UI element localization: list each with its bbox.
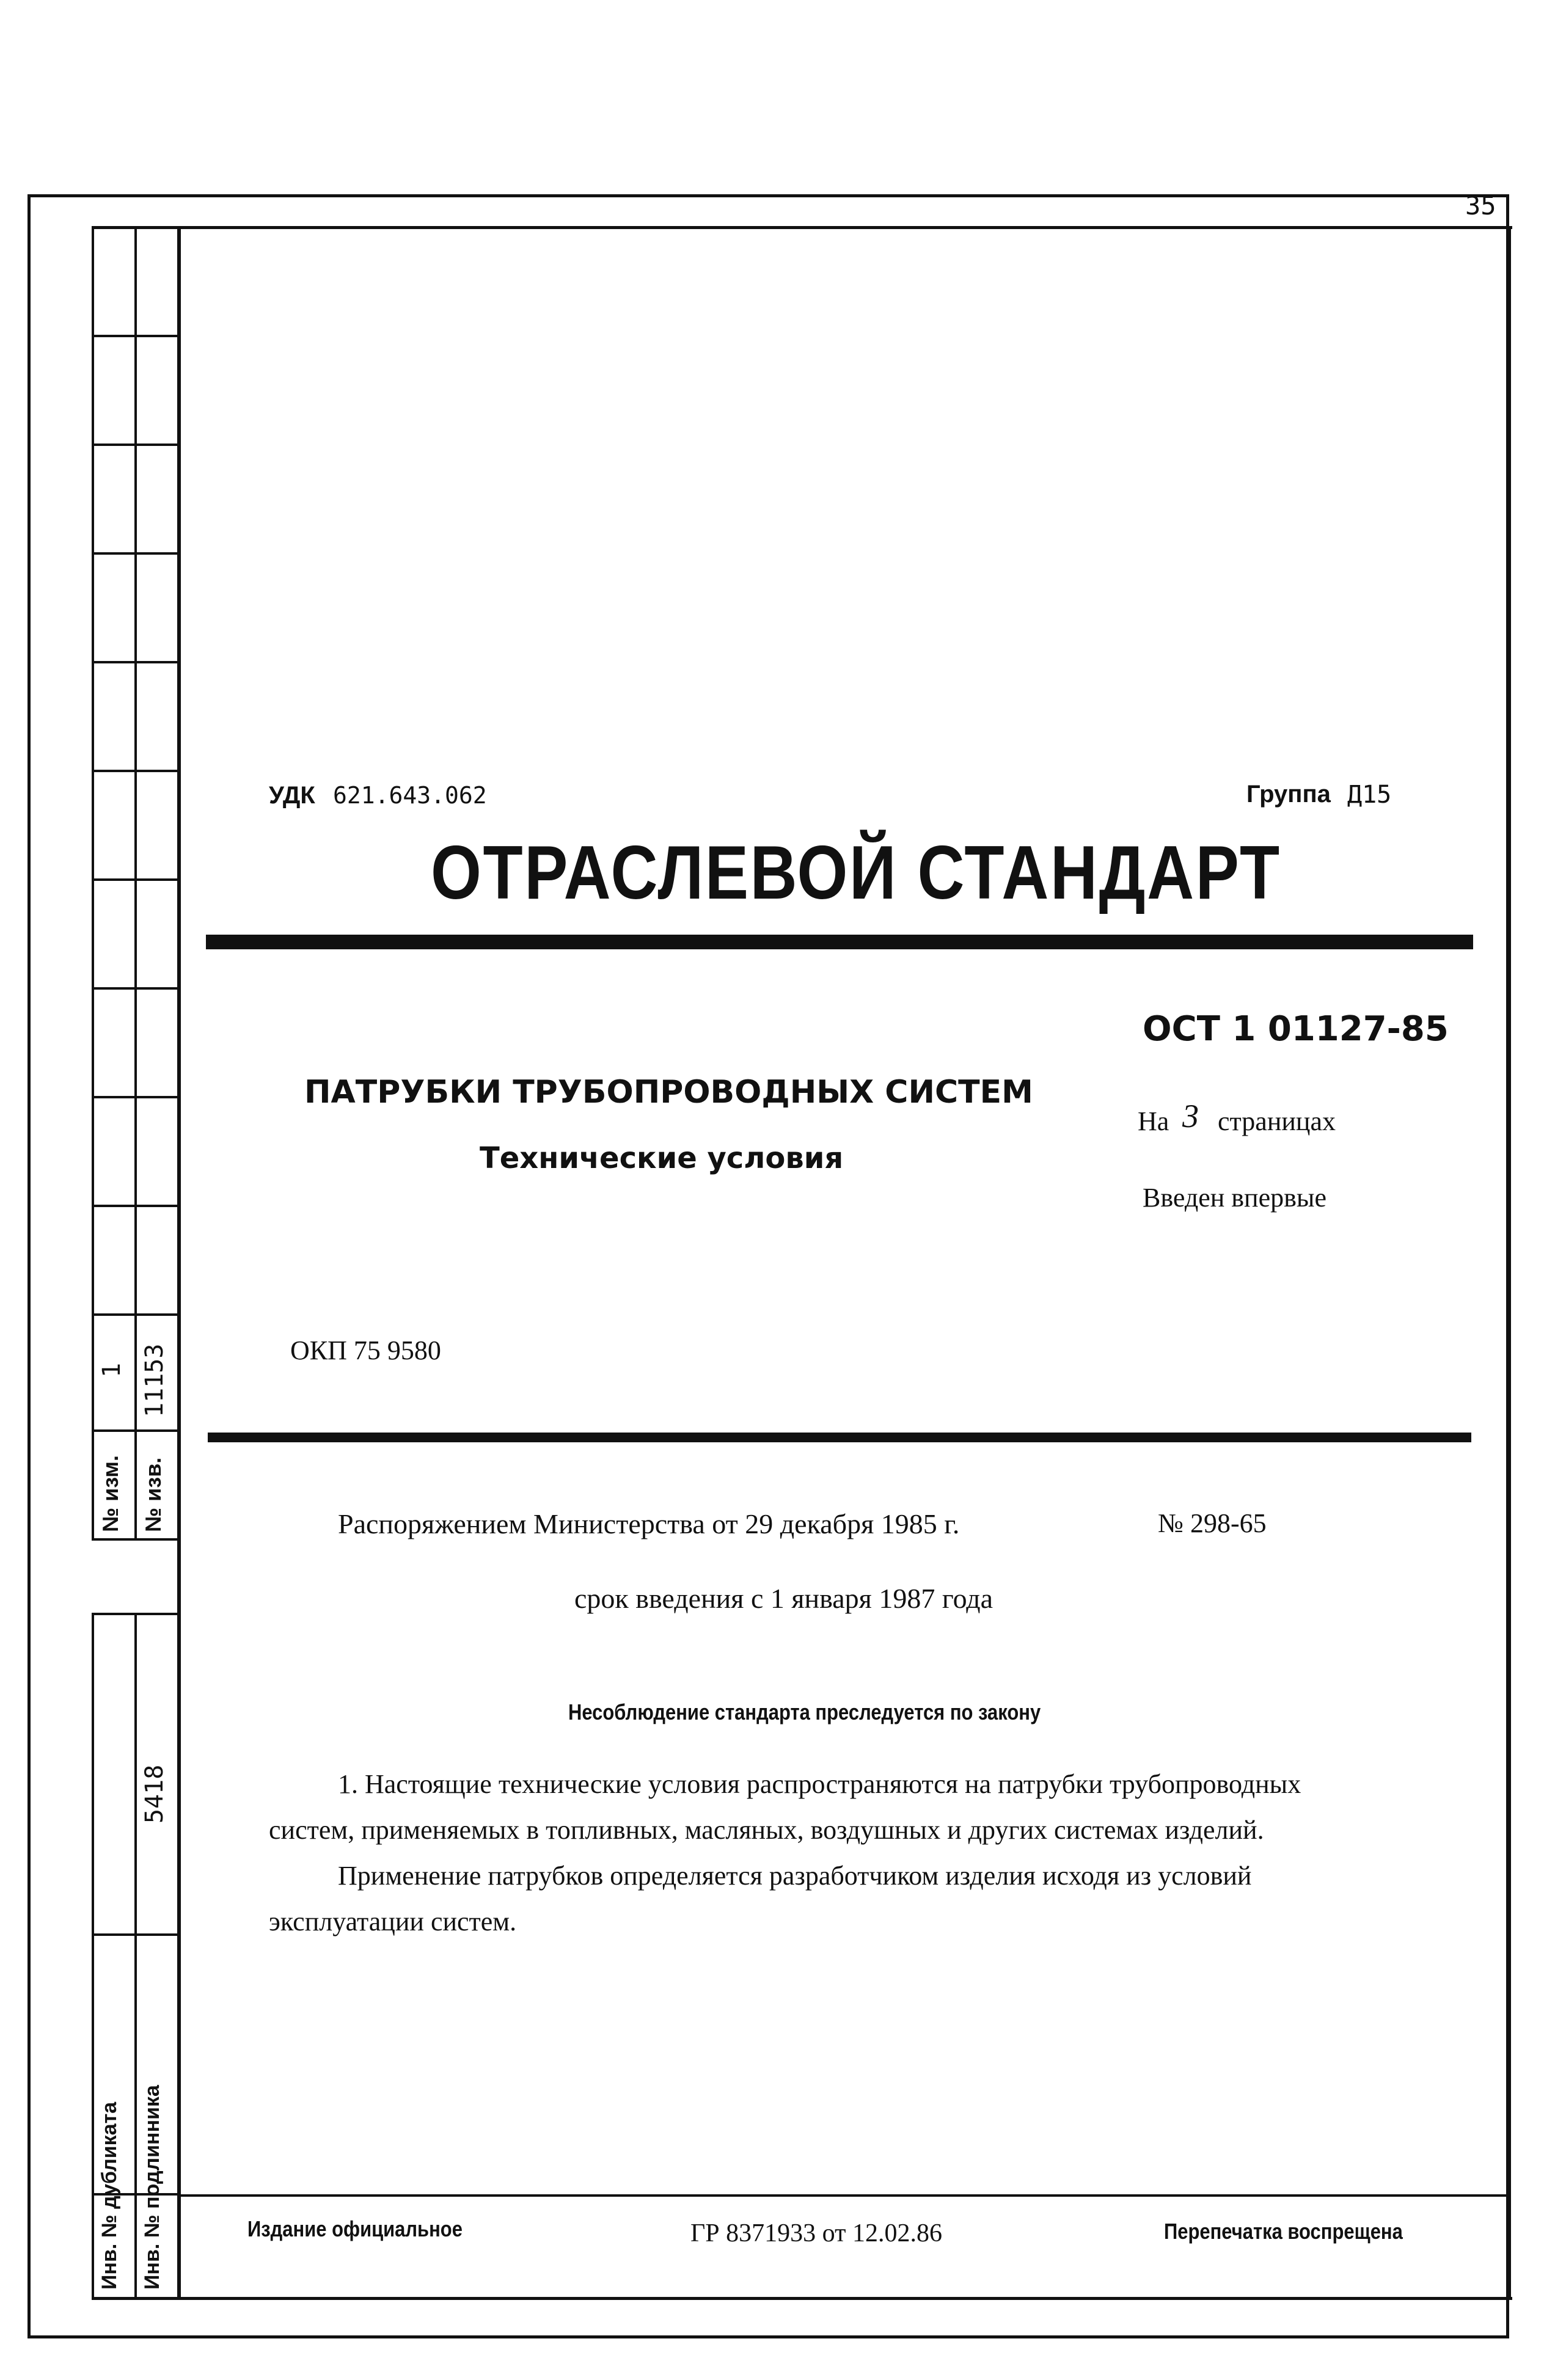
stamp-row-rule	[92, 1205, 180, 1207]
footer-divider	[177, 2194, 1508, 2197]
stamp-row-rule	[92, 1613, 180, 1615]
okp-thick-rule	[208, 1433, 1471, 1442]
stamp-row-rule	[92, 444, 180, 446]
page-number: 35	[1465, 191, 1496, 221]
paragraph-1-line-2: систем, применяемых в топливных, масляных, воздушных и других системах изделий.	[269, 1815, 1264, 1845]
paragraph-1-line-1: 1. Настоящие технические условия распространяются на патрубки трубопроводных	[338, 1769, 1301, 1799]
stamp-row-rule	[92, 552, 180, 555]
paragraph-2-line-1: Применение патрубков определяется разработчиком изделия исходя из условий	[338, 1861, 1252, 1891]
decree-text: Распоряжением Министерства от 29 декабря 1985 г.	[338, 1508, 960, 1539]
stamp-dup-label: Инв. № дубликата	[98, 2101, 121, 2290]
frame-bottom	[27, 2335, 1509, 2338]
stamp-col-left	[92, 226, 94, 1539]
stamp-row-rule	[92, 1538, 180, 1541]
inner-frame-left	[177, 226, 181, 2300]
stamp-change-value: 1	[98, 1362, 126, 1378]
inner-frame-bottom	[92, 2297, 1512, 2300]
stamp-orig-value: 5418	[141, 1764, 169, 1823]
stamp-change-label: № изм.	[98, 1455, 123, 1532]
udk-label: УДК	[269, 782, 315, 809]
okp-code: ОКП 75 9580	[290, 1335, 441, 1365]
title-thick-rule	[206, 935, 1473, 949]
footer-left: Издание официальное	[247, 2216, 463, 2241]
stamp-notice-value: 11153	[141, 1343, 169, 1417]
stamp-row-rule	[92, 987, 180, 990]
inner-frame-top	[92, 226, 1512, 229]
stamp-row-rule	[92, 1313, 180, 1316]
pages-count: 3	[1182, 1098, 1199, 1134]
stamp-row-rule	[92, 1933, 180, 1936]
standard-subtitle: Технические условия	[480, 1141, 844, 1175]
stamp-notice-label: № изв.	[141, 1457, 166, 1532]
footer-right: Перепечатка воспрещена	[1164, 2219, 1403, 2244]
introduced-note: Введен впервые	[1143, 1183, 1326, 1213]
frame-top	[27, 194, 1509, 197]
frame-left	[27, 194, 31, 2338]
standard-number: ОСТ 1 01127-85	[1143, 1009, 1449, 1049]
stamp-orig-label: Инв. № подлинника	[141, 2085, 164, 2290]
standard-title: ПАТРУБКИ ТРУБОПРОВОДНЫХ СИСТЕМ	[304, 1074, 1033, 1111]
pages-prefix: На	[1138, 1106, 1169, 1136]
footer-center: ГР 8371933 от 12.02.86	[690, 2219, 942, 2247]
inner-frame-right	[1508, 226, 1511, 2300]
pages-suffix: страницах	[1218, 1106, 1336, 1136]
stamp-row-rule	[92, 1429, 180, 1432]
stamp-col-mid	[134, 226, 137, 1539]
warning-line: Несоблюдение стандарта преследуется по закону	[568, 1699, 1041, 1725]
udk-value: 621.643.062	[333, 782, 487, 809]
stamp-row-rule	[92, 1096, 180, 1098]
stamp-row-rule	[92, 335, 180, 337]
group-label: Группа	[1246, 781, 1331, 808]
stamp-row-rule	[92, 878, 180, 881]
stamp-row-rule	[92, 661, 180, 663]
group-value: Д15	[1347, 781, 1392, 809]
main-title: ОТРАСЛЕВОЙ СТАНДАРТ	[431, 831, 1281, 915]
effective-date: срок введения с 1 января 1987 года	[574, 1583, 993, 1614]
stamp-row-rule	[92, 770, 180, 772]
paragraph-2-line-2: эксплуатации систем.	[269, 1907, 517, 1936]
decree-number: № 298-65	[1158, 1508, 1267, 1538]
